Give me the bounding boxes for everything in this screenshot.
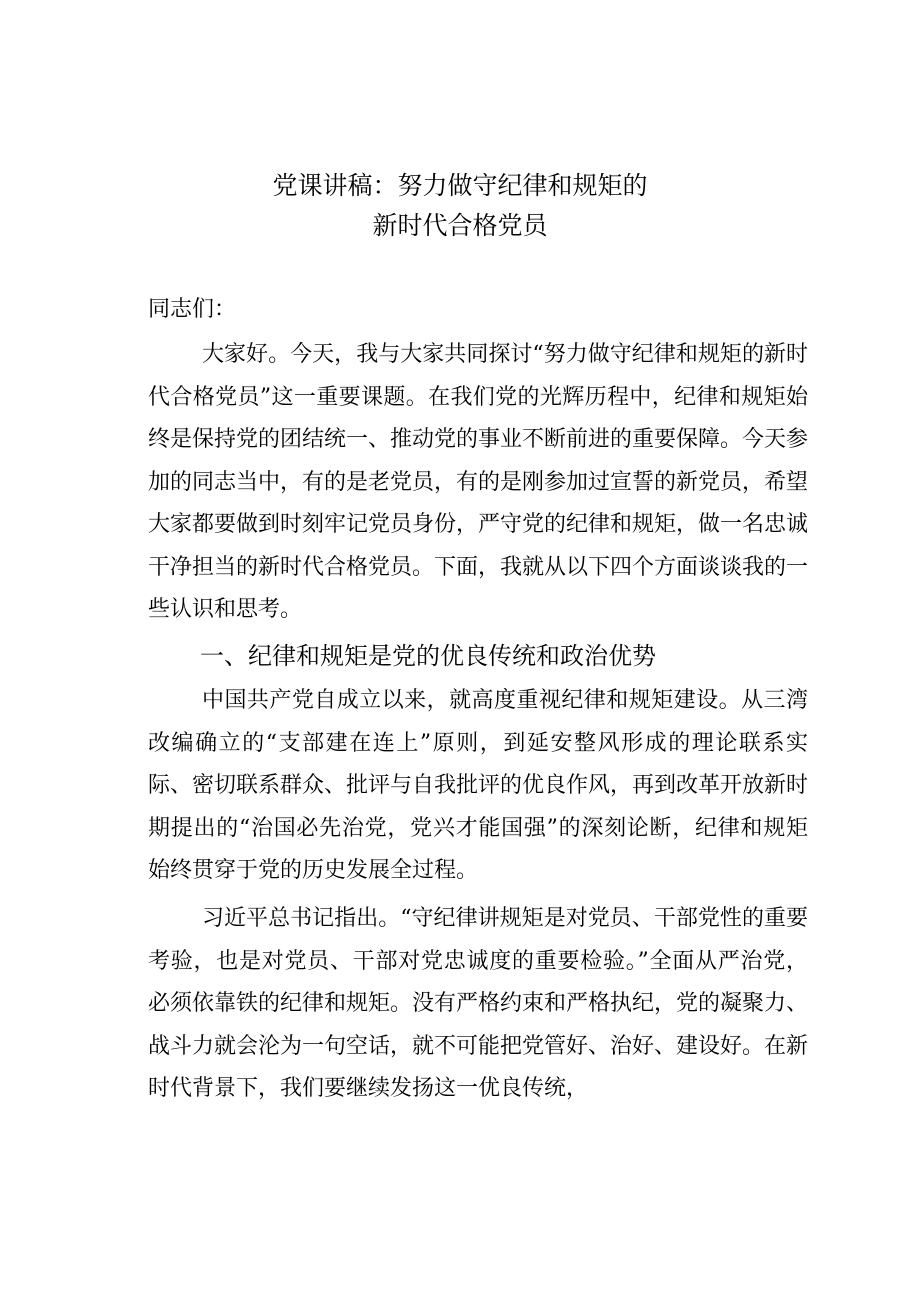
paragraph-section-1b: 习近平总书记指出。“守纪律讲规矩是对党员、干部党性的重要考验，也是对党员、干部对党忠诚度的重要检验。”全面从严治党，必须依靠铁的纪律和规矩。没有严格约束和严格执纪，党的凝聚力、战斗力就会沦为一句空话，就不可能把党管好、治好、建设好。在新时代背景下，我们要继续发扬这一优良传统， (148, 906, 809, 1101)
section-heading-1: 一、纪律和规矩是党的优良传统和政治优势 (200, 642, 656, 670)
salutation: 同志们： (148, 297, 237, 322)
document-title-line-2: 新时代合格党员 (372, 211, 548, 240)
paragraph-intro: 大家好。今天，我与大家共同探讨“努力做守纪律和规矩的新时代合格党员”这一重要课题。在我们党的光辉历程中，纪律和规矩始终是保持党的团结统一、推动党的事业不断前进的重要保障。今天参加的同志当中，有的是老党员，有的是刚参加过宣誓的新党员，希望大家都要做到时刻牢记党员身份，严守党的纪律和规矩，做一名忠诚干净担当的新时代合格党员。下面，我就从以下四个方面谈谈我的一些认识和思考。 (148, 342, 809, 622)
document-title-line-1: 党课讲稿：努力做守纪律和规矩的 (272, 171, 648, 200)
paragraph-section-1a: 中国共产党自成立以来，就高度重视纪律和规矩建设。从三湾改编确立的“支部建在连上”原则，到延安整风形成的理论联系实际、密切联系群众、批评与自我批评的优良作风，再到改革开放新时期提出的“治国必先治党，党兴才能国强”的深刻论断，纪律和规矩始终贯穿于党的历史发展全过程。 (148, 688, 809, 883)
